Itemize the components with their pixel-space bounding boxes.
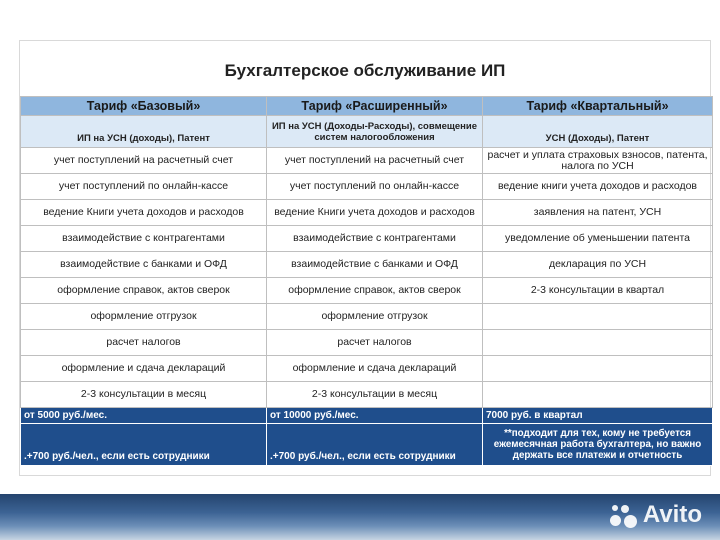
service-item: ведение книги учета доходов и расходов bbox=[483, 174, 713, 200]
service-item bbox=[483, 382, 713, 408]
avito-logo-icon bbox=[609, 501, 639, 529]
service-item bbox=[483, 330, 713, 356]
table-row bbox=[21, 356, 713, 382]
service-item bbox=[483, 304, 713, 330]
service-item: оформление и сдача деклараций bbox=[21, 356, 267, 382]
service-item: ведение Книги учета доходов и расходов bbox=[267, 200, 483, 226]
avito-logo-text: Avito bbox=[642, 501, 702, 528]
table-row bbox=[21, 174, 713, 200]
service-item: 2-3 консультации в месяц bbox=[267, 382, 483, 408]
extra-basic: .+700 руб./чел., если есть сотрудники bbox=[21, 424, 267, 466]
service-item: учет поступлений на расчетный счет bbox=[267, 148, 483, 174]
table-row bbox=[21, 330, 713, 356]
extra-quarterly-note: **подходит для тех, кому не требуется ежемесячная работа бухгалтера, но важно держать все платежи и отчетность bbox=[483, 424, 713, 466]
service-item: взаимодействие с контрагентами bbox=[21, 226, 267, 252]
table-row bbox=[21, 278, 713, 304]
service-item bbox=[483, 356, 713, 382]
table-row bbox=[21, 382, 713, 408]
tariff-subtitle-quarterly: УСН (Доходы), Патент bbox=[483, 116, 713, 148]
tariff-name-quarterly: Тариф «Квартальный» bbox=[483, 97, 713, 116]
service-item: оформление отгрузок bbox=[21, 304, 267, 330]
tariff-table bbox=[20, 96, 713, 466]
service-item: уведомление об уменьшении патента bbox=[483, 226, 713, 252]
price-quarterly: 7000 руб. в квартал bbox=[483, 408, 713, 424]
service-item: учет поступлений по онлайн-кассе bbox=[21, 174, 267, 200]
service-item: взаимодействие с банками и ОФД bbox=[267, 252, 483, 278]
tariff-subtitle-basic: ИП на УСН (доходы), Патент bbox=[21, 116, 267, 148]
tariff-subtitle-extended: ИП на УСН (Доходы-Расходы), совмещение систем налогообложения bbox=[267, 116, 483, 148]
service-item: ведение Книги учета доходов и расходов bbox=[21, 200, 267, 226]
service-item: учет поступлений на расчетный счет bbox=[21, 148, 267, 174]
price-row bbox=[21, 408, 713, 424]
table-row bbox=[21, 200, 713, 226]
price-basic: от 5000 руб./мес. bbox=[21, 408, 267, 424]
service-item: расчет налогов bbox=[267, 330, 483, 356]
service-item: взаимодействие с банками и ОФД bbox=[21, 252, 267, 278]
extra-row bbox=[21, 424, 713, 466]
service-item: учет поступлений по онлайн-кассе bbox=[267, 174, 483, 200]
tariff-name-extended: Тариф «Расширенный» bbox=[267, 97, 483, 116]
service-item: оформление справок, актов сверок bbox=[21, 278, 267, 304]
service-item: оформление и сдача деклараций bbox=[267, 356, 483, 382]
service-item: 2-3 консультации в квартал bbox=[483, 278, 713, 304]
table-row bbox=[21, 148, 713, 174]
page-title: Бухгалтерское обслуживание ИП bbox=[224, 61, 506, 80]
table-row bbox=[21, 252, 713, 278]
price-extended: от 10000 руб./мес. bbox=[267, 408, 483, 424]
service-item: взаимодействие с контрагентами bbox=[267, 226, 483, 252]
tariff-subtitle-row bbox=[21, 116, 713, 148]
service-item: расчет налогов bbox=[21, 330, 267, 356]
tariff-card bbox=[19, 40, 711, 476]
service-item: декларация по УСН bbox=[483, 252, 713, 278]
service-item: оформление отгрузок bbox=[267, 304, 483, 330]
service-item: расчет и уплата страховых взносов, патента, налога по УСН bbox=[483, 148, 713, 174]
tariff-header-row bbox=[21, 97, 713, 116]
service-item: заявления на патент, УСН bbox=[483, 200, 713, 226]
service-item: оформление справок, актов сверок bbox=[267, 278, 483, 304]
table-row bbox=[21, 226, 713, 252]
avito-watermark bbox=[609, 500, 702, 530]
table-row bbox=[21, 304, 713, 330]
service-item: 2-3 консультации в месяц bbox=[21, 382, 267, 408]
tariff-name-basic: Тариф «Базовый» bbox=[21, 97, 267, 116]
extra-extended: .+700 руб./чел., если есть сотрудники bbox=[267, 424, 483, 466]
